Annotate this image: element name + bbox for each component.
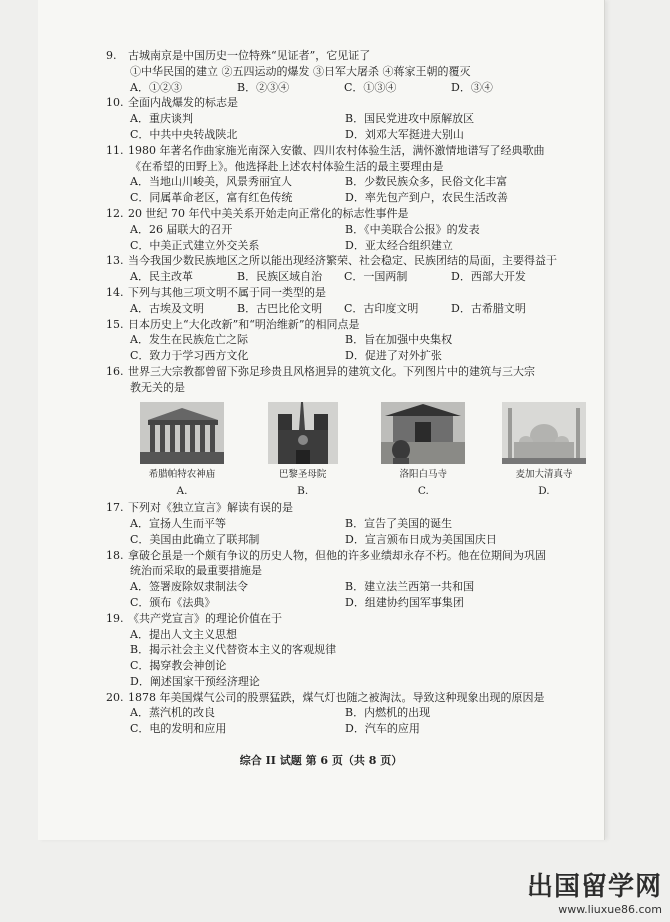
option-a: A．宣扬人生而平等 bbox=[130, 516, 226, 530]
option-d: D．汽车的应用 bbox=[345, 722, 420, 736]
mosque-photo bbox=[502, 402, 586, 464]
option-a: A．重庆谈判 bbox=[130, 112, 193, 126]
option-c: C．一国两制 bbox=[344, 270, 408, 284]
option-b: B．宣告了美国的诞生 bbox=[345, 516, 453, 530]
question-number: 19. bbox=[106, 611, 124, 625]
question-stem: 1980 年著名作曲家施光南深入安徽、四川农村体验生活，满怀激情地谱写了经典歌曲 bbox=[128, 143, 545, 157]
question-stem: 日本历史上“大化改新”和“明治维新”的相同点是 bbox=[128, 317, 360, 331]
question-stem: 下列与其他三项文明不属于同一类型的是 bbox=[128, 285, 326, 299]
option-d: D．古希腊文明 bbox=[451, 301, 526, 315]
option-c: C．揭穿教会神创论 bbox=[130, 659, 227, 673]
option-a: A．发生在民族危亡之际 bbox=[130, 333, 248, 347]
question-stem: 1878 年美国煤气公司的股票猛跌，煤气灯也随之被淘汰。导致这种现象出现的原因是 bbox=[128, 690, 545, 704]
option-b: B．建立法兰西第一共和国 bbox=[345, 580, 475, 594]
option-d: D．西部大开发 bbox=[451, 270, 526, 284]
option-c: C．美国由此确立了联邦制 bbox=[130, 532, 260, 546]
question-19 bbox=[106, 611, 606, 690]
image-caption: 麦加大清真寺 bbox=[515, 468, 573, 480]
option-a: A．蒸汽机的改良 bbox=[130, 706, 215, 720]
question-11 bbox=[106, 143, 606, 206]
image-caption: 希腊帕特农神庙 bbox=[148, 468, 216, 480]
question-number: 11. bbox=[106, 143, 124, 157]
image-option-a bbox=[128, 402, 236, 501]
option-a: A．①②③ bbox=[130, 80, 182, 94]
question-15 bbox=[106, 317, 606, 364]
image-caption: 巴黎圣母院 bbox=[278, 468, 327, 480]
option-a: A．当地山川峻美，风景秀丽宜人 bbox=[130, 175, 292, 189]
option-b: B．国民党进攻中原解放区 bbox=[345, 112, 475, 126]
question-16 bbox=[106, 364, 606, 500]
option-c: C．同属革命老区，富有红色传统 bbox=[130, 191, 293, 205]
page-footer: 综合 II 试题 第 6 页（共 8 页） bbox=[239, 754, 403, 767]
question-18 bbox=[106, 548, 606, 611]
question-17 bbox=[106, 500, 606, 547]
question-stem: 拿破仑虽是一个颇有争议的历史人物，但他的许多业绩却永存不朽。他在位期间为巩固 bbox=[128, 548, 546, 562]
site-watermark bbox=[527, 866, 662, 916]
option-d: D．促进了对外扩张 bbox=[345, 349, 442, 363]
question-stem: 《共产党宣言》的理论价值在于 bbox=[128, 611, 282, 625]
question-stem: 古城南京是中国历史一位特殊“见证者”，它见证了 bbox=[128, 49, 371, 62]
question-stem-cont: 《在希望的田野上》。他选择赴上述农村体验生活的最主要理由是 bbox=[130, 159, 444, 173]
question-number: 17. bbox=[106, 501, 124, 515]
watermark-title: 出国留学网 bbox=[526, 872, 662, 902]
question-number: 9. bbox=[106, 49, 117, 62]
question-number: 20. bbox=[106, 690, 124, 704]
option-c: C．①③④ bbox=[344, 80, 397, 94]
option-a: A．签署废除奴隶制法令 bbox=[130, 580, 248, 594]
white-horse-temple-photo bbox=[381, 402, 465, 464]
question-stem: 世界三大宗教都曾留下弥足珍贵且风格迥异的建筑文化。下列图片中的建筑与三大宗 bbox=[128, 364, 535, 378]
option-a: A．26 届联大的召开 bbox=[130, 222, 233, 236]
option-b: B．《中美联合公报》的发表 bbox=[345, 222, 480, 236]
option-b: B．民族区域自治 bbox=[237, 270, 323, 284]
image-letter: D. bbox=[538, 485, 550, 498]
question-12 bbox=[106, 206, 606, 253]
option-c: C．古印度文明 bbox=[344, 301, 419, 315]
image-option-c bbox=[369, 402, 477, 501]
watermark-url: www.liuxue86.com bbox=[558, 903, 662, 916]
question-number: 12. bbox=[106, 206, 124, 220]
question-statements: ①中华民国的建立 ②五四运动的爆发 ③日军大屠杀 ④蒋家王朝的覆灭 bbox=[130, 64, 471, 78]
question-number: 16. bbox=[106, 364, 124, 378]
image-letter: C. bbox=[417, 485, 429, 498]
option-d: D．阐述国家干预经济理论 bbox=[130, 674, 260, 688]
option-d: D．亚太经合组织建立 bbox=[345, 238, 453, 252]
option-b: B．内燃机的出现 bbox=[345, 706, 431, 720]
question-stem-cont: 教无关的是 bbox=[130, 380, 185, 394]
question-number: 14. bbox=[106, 285, 124, 299]
exam-page bbox=[38, 0, 605, 840]
option-d: D．组建协约国军事集团 bbox=[345, 595, 464, 609]
question-14 bbox=[106, 285, 606, 317]
question-number: 15. bbox=[106, 317, 124, 331]
question-list bbox=[106, 48, 606, 737]
question-9 bbox=[106, 48, 606, 95]
option-d: D．宣言颁布日成为美国国庆日 bbox=[345, 532, 497, 546]
question-number: 13. bbox=[106, 254, 124, 268]
option-d: D．率先包产到户，农民生活改善 bbox=[345, 191, 508, 205]
option-c: C．颁布《法典》 bbox=[130, 595, 216, 609]
notre-dame-photo bbox=[268, 402, 338, 464]
question-stem: 全面内战爆发的标志是 bbox=[128, 96, 238, 110]
question-20 bbox=[106, 690, 606, 737]
option-a: A．提出人文主义思想 bbox=[130, 627, 237, 641]
option-c: C．中美正式建立外交关系 bbox=[130, 238, 260, 252]
image-letter: B. bbox=[297, 485, 309, 498]
question-stem: 当今我国少数民族地区之所以能出现经济繁荣、社会稳定、民族团结的局面，主要得益于 bbox=[128, 254, 557, 268]
option-c: C．致力于学习西方文化 bbox=[130, 349, 249, 363]
option-b: B．旨在加强中央集权 bbox=[345, 333, 453, 347]
building-images bbox=[106, 396, 598, 501]
option-d: D．③④ bbox=[451, 80, 493, 94]
option-b: B．古巴比伦文明 bbox=[237, 301, 323, 315]
question-stem-cont: 统治而采取的最重要措施是 bbox=[130, 564, 262, 578]
image-caption: 洛阳白马寺 bbox=[399, 468, 448, 480]
question-10 bbox=[106, 95, 606, 142]
question-stem: 下列对《独立宣言》解读有误的是 bbox=[128, 501, 293, 515]
image-option-b bbox=[249, 402, 357, 501]
question-13 bbox=[106, 253, 606, 285]
question-stem: 20 世纪 70 年代中美关系开始走向正常化的标志性事件是 bbox=[128, 206, 409, 220]
image-option-d bbox=[490, 402, 598, 501]
parthenon-photo bbox=[140, 402, 224, 464]
option-b: B．揭示社会主义代替资本主义的客观规律 bbox=[130, 643, 337, 657]
option-b: B．②③④ bbox=[237, 80, 290, 94]
option-c: C．中共中央转战陕北 bbox=[130, 127, 238, 141]
image-letter: A. bbox=[176, 485, 188, 498]
option-a: A．古埃及文明 bbox=[130, 301, 204, 315]
option-a: A．民主改革 bbox=[130, 270, 193, 284]
option-b: B．少数民族众多，民俗文化丰富 bbox=[345, 175, 508, 189]
question-number: 18. bbox=[106, 548, 124, 562]
option-c: C．电的发明和应用 bbox=[130, 722, 227, 736]
option-d: D．刘邓大军挺进大别山 bbox=[345, 127, 464, 141]
question-number: 10. bbox=[106, 96, 124, 110]
